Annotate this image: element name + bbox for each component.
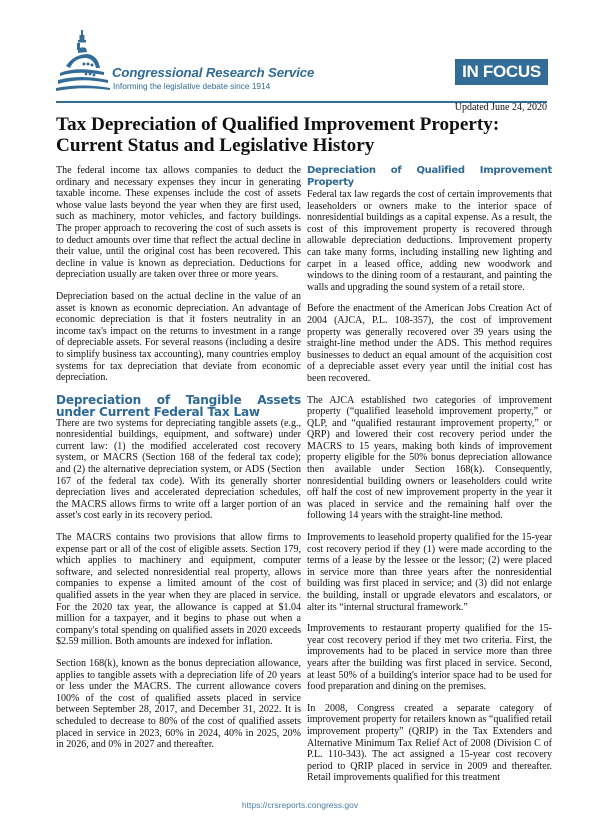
right-column xyxy=(307,165,552,794)
report-header xyxy=(56,28,547,104)
header-divider xyxy=(56,101,547,103)
paragraph: The federal income tax allows companies to deduct the ordinary and necessary expenses they incur in generating taxable income. These expenses include the cost of assets whose value lasts beyond the year when they are first used, such as machinery, motor vehicles, and factory buildings. The proper approach to recovering the cost of such assets is to deduct amounts over time that reflect the actual decline in their value, until the original cost has been recovered. This decline in value is known as depreciation. Deductions for depreciation usually are taken over three or more years. xyxy=(56,165,301,281)
paragraph: Federal tax law regards the cost of certain improvements that leaseholders or owners make to the interior space of nonresidential buildings as a capital expense. As a result, the cost of this improvement property is recovered through allowable depreciation deductions. Improvement property can take many forms, including installing new lighting and carpet in a leased office, adding new woodwork and windows to the dining room of a restaurant, and painting the walls and upgrading the sound system of a retail store. xyxy=(307,189,552,293)
left-column xyxy=(56,165,301,761)
paragraph: The AJCA established two categories of improvement property (“qualified leasehold improvement property,” or QLP, and “qualified restaurant improvement property,” or QRP) and lowered their cost recovery period under the MACRS to 15 years, making both kinds of improvement property eligible for the 50% bonus depreciation allowance then available under Section 168(k). Consequently, nonresidential building owners or leaseholders could write off half the cost of new improvement property in the year it was placed in service and the remaining half over the following 14 years with the straight-line method. xyxy=(307,394,552,522)
paragraph: Depreciation based on the actual decline in the value of an asset is known as economic depreciation. An advantage of economic depreciation is that it fosters neutrality in an income tax's impact on the returns to investment in a range of depreciable assets. For several reasons (including a desire to simplify business tax accounting), many countries employ systems for tax depreciation that deviate from economic depreciation. xyxy=(56,290,301,384)
org-tagline: Informing the legislative debate since 1914 xyxy=(113,81,271,91)
paragraph: Before the enactment of the American Jobs Creation Act of 2004 (AJCA, P.L. 108-357), the cost of improvement property was generally recovered over 39 years using the straight-line method under the ADS. This method requires businesses to deduct an equal amount of the acquisition cost of a depreciable asset every year until the initial cost has been recovered. xyxy=(307,303,552,384)
capitol-dome-icon xyxy=(56,28,110,92)
footer-url[interactable]: https://crsreports.congress.gov xyxy=(241,799,359,810)
org-name: Congressional Research Service xyxy=(112,65,315,80)
section-heading: Depreciation of Tangible Assets under Current Federal Tax Law xyxy=(56,392,301,419)
paragraph: The MACRS contains two provisions that allow firms to expense part or all of the cost of eligible assets. Section 179, which applies to machinery and equipment, computer software, and selected nonresidential real property, allows companies to expense a limited amount of the cost of qualified assets in the year when they are placed in service. For the 2020 tax year, the allowance is capped at $1.04 million for a taxpayer, and it begins to phase out when a company's total spending on qualified assets in 2020 exceeds $2.59 million. Both amounts are indexed for inflation. xyxy=(56,532,301,648)
body-columns xyxy=(56,165,552,794)
paragraph: Improvements to restaurant property qualified for the 15-year cost recovery period if they met two criteria. First, the improvements had to be placed in service more than three years after the building was first placed in service. Second, at least 50% of a building's interior space had to be used for food preparation and dining on the premises. xyxy=(307,623,552,693)
paragraph: Improvements to leasehold property qualified for the 15-year cost recovery period if they (1) were made according to the terms of a lease by the lessee or the lessor; (2) were placed in service more than three years after the nonresidential building was first placed in service; and (3) did not enlarge the building, install or upgrade elevators and escalators, or alter its “internal structural framework.” xyxy=(307,532,552,613)
updated-date: Updated June 24, 2020 xyxy=(454,102,547,113)
report-page xyxy=(0,28,600,819)
paragraph: Section 168(k), known as the bonus depreciation allowance, applies to tangible assets with a depreciation life of 20 years or less under the MACRS. The current allowance covers 100% of the cost of qualified assets placed in service between September 28, 2017, and December 31, 2022. It is scheduled to decrease to 80% of the cost of qualified assets placed in service in 2023, 60% in 2024, 40% in 2025, 20% in 2026, and 0% in 2027 and thereafter. xyxy=(56,657,301,751)
in-focus-badge: IN FOCUS xyxy=(455,59,548,85)
report-title: Tax Depreciation of Qualified Improvement Property: Current Status and Legislative History xyxy=(56,114,500,156)
section-heading: Depreciation of Qualified Improvement Property xyxy=(307,165,552,188)
paragraph: In 2008, Congress created a separate category of improvement property for retailers known as “qualified retail improvement property” (QRIP) in the Tax Extenders and Alternative Minimum Tax Relief Act of 2008 (Division C of P.L. 110-343). The act assigned a 15-year cost recovery period to QRIP placed in service in 2009 and thereafter. Retail improvements qualified for this treatment xyxy=(307,702,552,784)
paragraph: There are two systems for depreciating tangible assets (e.g., nonresidential buildings, equipment, and software) under current law: (1) the modified accelerated cost recovery system, or MACRS (Section 168 of the federal tax code); and (2) the alternative depreciation system, or ADS (Section 167 of the federal tax code). With its generally shorter depreciation lives and accelerated depreciation schedules, the MACRS allows firms to write off a larger portion of an asset's cost early in its recovery period. xyxy=(56,417,301,522)
